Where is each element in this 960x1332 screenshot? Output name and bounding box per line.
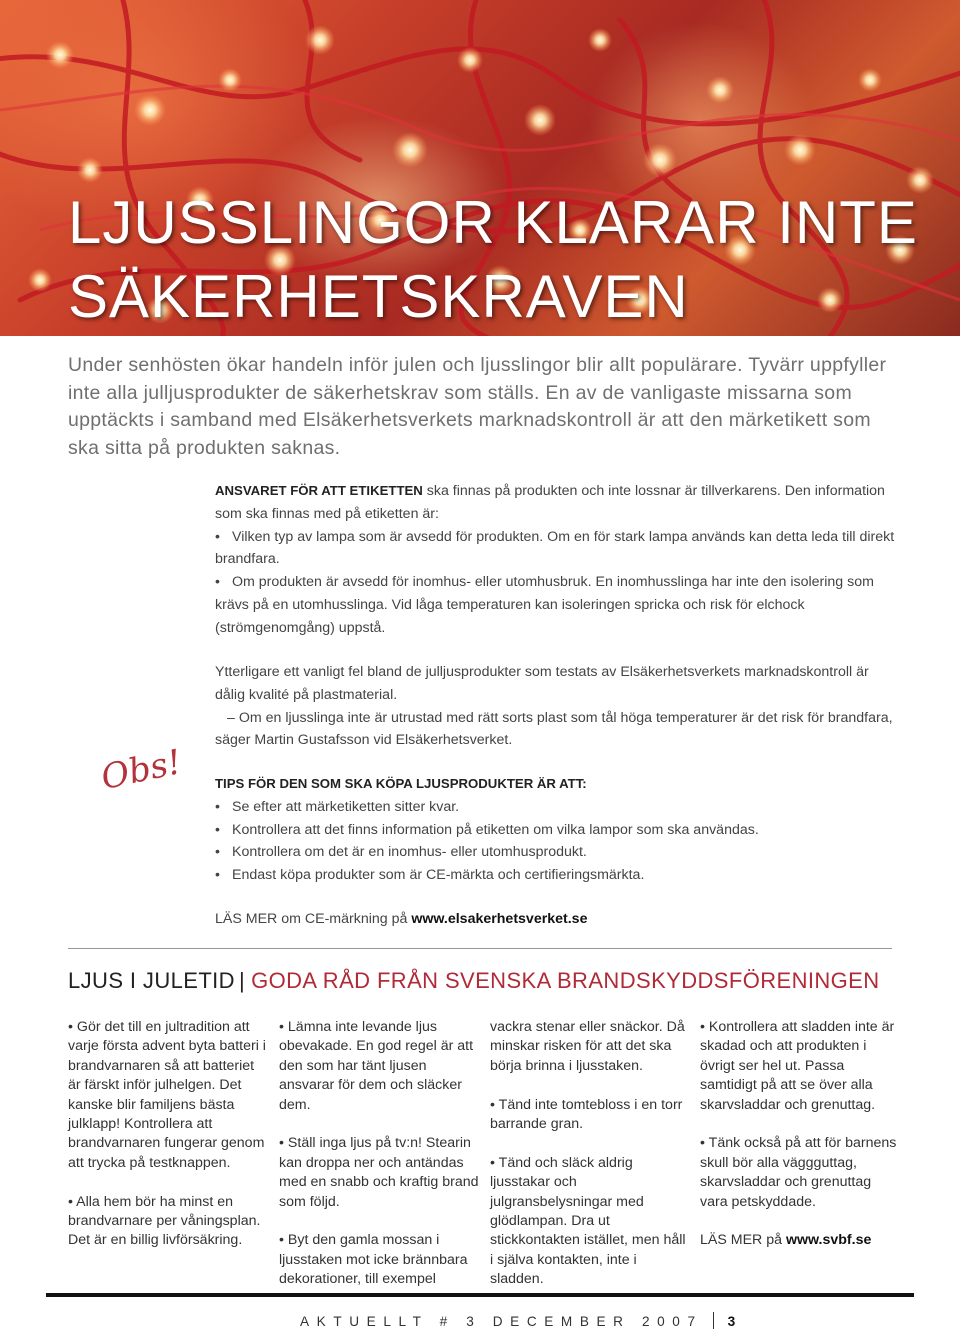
list-item-text: Kontrollera om det är en inomhus- eller utomhusprodukt. <box>232 844 587 861</box>
footer-separator <box>713 1312 714 1329</box>
read-more-label: LÄS MER på <box>700 1232 786 1249</box>
list-item-text: Se efter att märketiketten sitter kvar. <box>232 798 460 815</box>
advice-item: • Byt den gamla mossan i ljusstaken mot icke brännbara dekorationer, till exempel <box>279 1232 468 1288</box>
bullet-icon: • <box>215 821 220 838</box>
list-item <box>215 864 895 887</box>
responsibility-text: ska finnas på produkten och inte lossnar är tillverkarens. Den information som ska finnas med på etiketten är: <box>215 483 885 522</box>
advice-item: • Gör det till en jultradition att varje första advent byta batteri i brandvarnaren så att batteriet är färskt inför julhelgen. Det kanske blir familjens bästa julklapp! Kontrollera att brandvarnaren fungerar genom att trycka på testknappen. <box>68 1019 266 1171</box>
page-footer <box>300 1312 735 1329</box>
tips-section <box>215 773 895 931</box>
list-item <box>215 819 895 842</box>
advice-column-3 <box>490 1018 690 1290</box>
advice-item: • Tänk också på att för barnens skull bör alla väggguttag, skarvsladdar och grenuttag vara petskyddade. <box>700 1135 897 1210</box>
advice-item: • Ställ inga ljus på tv:n! Stearin kan droppa ner och antändas med en snabb och kraftig brand som följd. <box>279 1135 479 1210</box>
list-item-text: Vilken typ av lampa som är avsedd för produkten. Om en för stark lampa används kan detta leda till direkt brandfara. <box>215 528 895 568</box>
section-title-left: LJUS I JULETID <box>68 968 235 993</box>
read-more-link[interactable]: www.elsakerhetsverket.se <box>411 910 588 927</box>
tips-title: TIPS FÖR DEN SOM SKA KÖPA LJUSPRODUKTER ÄR ATT: <box>215 776 587 791</box>
advice-item: • Kontrollera att sladden inte är skadad och att produkten i övrigt ser hel ut. Passa samtidigt på att se över alla skarvsladdar och grenuttag. <box>700 1019 895 1113</box>
advice-item: • Tänd och släck aldrig ljusstakar och julgransbelysningar med glödlampan. Dra ut stickkontakten istället, men håll i själva kontakten, inte i sladden. <box>490 1154 686 1288</box>
footer-rule <box>46 1293 914 1297</box>
advice-item: • Alla hem bör ha minst en brandvarnare per våningsplan. Det är en billig livförsäkring. <box>68 1193 261 1249</box>
section-title-separator: | <box>238 968 246 993</box>
bullet-icon: • <box>215 528 220 545</box>
advice-column-4 <box>700 1018 900 1251</box>
paragraph: Ytterligare ett vanligt fel bland de julljusprodukter som testats av Elsäkerhetsverkets marknadskontroll är dålig kvalité på plastmaterial. <box>215 664 869 703</box>
advice-column-1 <box>68 1018 268 1251</box>
read-more <box>215 908 895 931</box>
read-more <box>700 1231 900 1250</box>
responsibility-section <box>215 480 895 640</box>
bullet-icon: • <box>215 798 220 815</box>
advice-item: • Lämna inte levande ljus obevakade. En god regel är att den som har tänt ljusen ansvarar för dem och släcker dem. <box>279 1019 474 1113</box>
title-line-2: SÄKERHETSKRAVEN <box>68 263 689 330</box>
list-item <box>215 526 895 572</box>
bullet-icon: • <box>215 844 220 861</box>
responsibility-lead: ANSVARET FÖR ATT ETIKETTEN <box>215 483 423 498</box>
advice-item: • Tänd inte tomtebloss i en torr barrande gran. <box>490 1096 683 1133</box>
hero-image <box>0 0 960 336</box>
section-title-right: GODA RÅD FRÅN SVENSKA BRANDSKYDDSFÖRENINGEN <box>251 968 880 993</box>
intro-paragraph: Under senhösten ökar handeln inför julen och ljusslingor blir allt populärare. Tyvärr uppfyller inte alla julljusprodukter de säkerhetskrav som ställs. En av de vanligaste missarna som upptäckts i samband med Elsäkerhetsverkets marknadskontroll är att den märketikett som ska sitta på produkten saknas. <box>68 354 887 459</box>
bullet-icon: • <box>215 574 220 591</box>
bullet-icon: • <box>215 867 220 884</box>
list-item <box>215 841 895 864</box>
list-item <box>215 796 895 819</box>
read-more-label: LÄS MER om CE-märkning på <box>215 910 412 927</box>
quote-paragraph: – Om en ljusslinga inte är utrustad med rätt sorts plast som tål höga temperaturer är det risk för brandfara, säger Martin Gustafsson vid Elsäkerhetsverket. <box>215 709 893 749</box>
list-item <box>215 571 895 639</box>
additional-section <box>215 661 895 752</box>
title-line-1: LJUSSLINGOR KLARAR INTE <box>68 189 918 256</box>
section-divider <box>68 948 892 949</box>
page-title <box>68 186 928 334</box>
list-item-text: Kontrollera att det finns information på etiketten om vilka lampor som ska användas. <box>232 821 759 838</box>
footer-issue: AKTUELLT # 3 DECEMBER 2007 <box>300 1314 703 1329</box>
read-more-link[interactable]: www.svbf.se <box>785 1232 872 1249</box>
obs-handwritten-note: Obs! <box>97 742 185 798</box>
advice-column-2 <box>279 1018 479 1290</box>
list-item-text: Om produkten är avsedd för inomhus- eller utomhusbruk. En inomhusslinga har inte den isolering som krävs på en utomhusslinga. Vid låga temperaturen kan isoleringen spricka och risk för elchock (strömgenomgång) uppstå. <box>215 574 874 636</box>
advice-item: vackra stenar eller snäckor. Då minskar risken för att det ska börja brinna i ljusstaken. <box>490 1019 685 1074</box>
section-title <box>68 968 880 994</box>
list-item-text: Endast köpa produkter som är CE-märkta och certifieringsmärkta. <box>232 867 645 884</box>
page-number: 3 <box>727 1314 736 1329</box>
